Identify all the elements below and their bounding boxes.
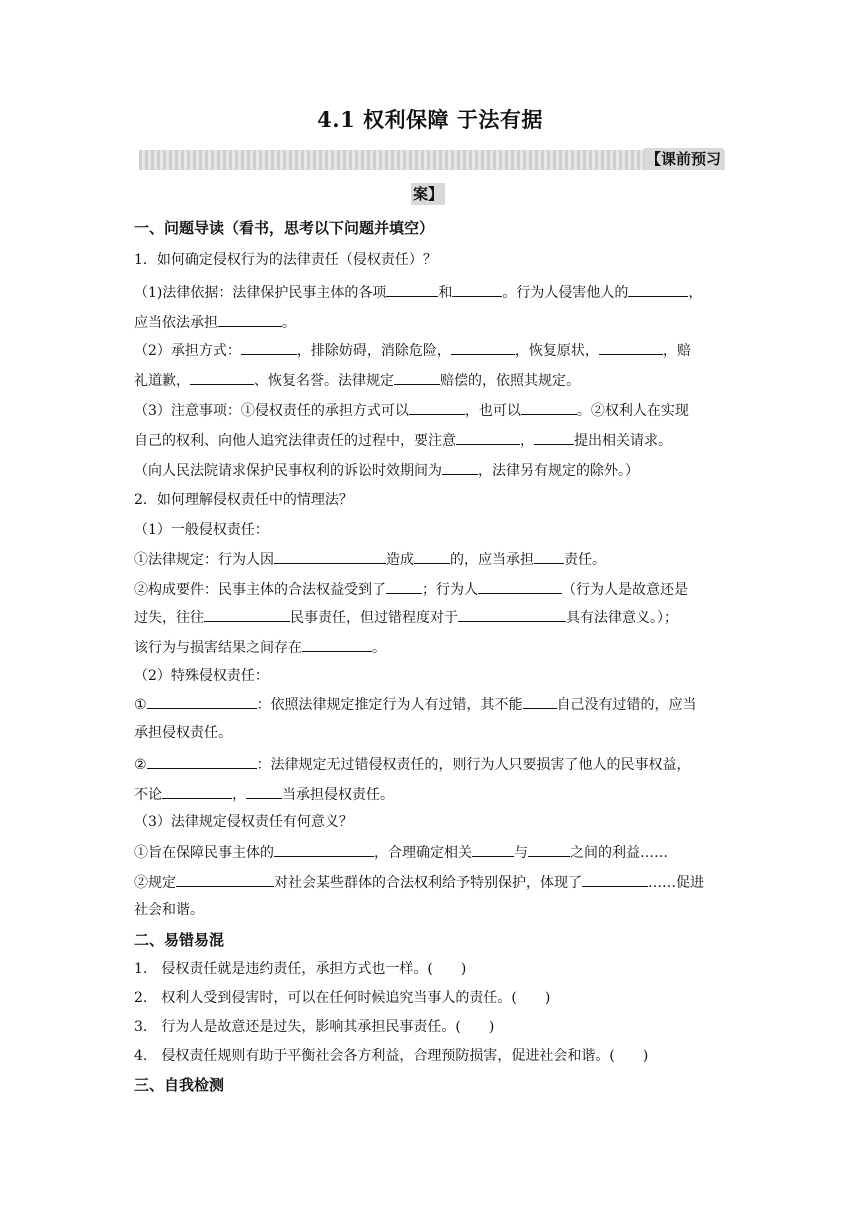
section3-heading: 三、自我检测	[134, 1076, 225, 1094]
q2-text: ，	[232, 787, 246, 803]
q1-line-3	[134, 340, 734, 361]
blank[interactable]	[458, 607, 566, 622]
q2-text: 造成	[386, 552, 414, 568]
q2-text: ，合理确定相关	[374, 845, 472, 861]
question-1: 1．如何确定侵权行为的法律责任（侵权责任）？	[134, 252, 437, 268]
q1-text: 。	[282, 315, 296, 331]
q2-line-8	[134, 784, 734, 805]
q1-text: 、恢复名誉。法律规定	[254, 373, 394, 389]
q2-line-6: 承担侵权责任。	[134, 725, 232, 741]
q1-text: （1)法律依据：法律保护民事主体的各项	[134, 285, 387, 301]
q2-line-4	[134, 637, 734, 658]
preview-banner	[139, 150, 725, 170]
blank[interactable]	[147, 754, 257, 769]
q1-text: 。②权利人在实现	[576, 403, 689, 419]
q2-line-9	[134, 842, 734, 863]
q2-sub-3: （3）法律规定侵权责任有何意义？	[134, 814, 353, 830]
q2-text: 对社会某些群体的合法权利给予特别保护，体现了	[274, 875, 582, 891]
q2-text: ①旨在保障民事主体的	[134, 845, 274, 861]
blank[interactable]	[190, 370, 254, 385]
blank[interactable]	[218, 312, 282, 327]
q1-text: 自己的权利、向他人追究法律责任的过程中，要注意	[134, 433, 456, 449]
banner-label-part2: 案】	[413, 185, 444, 203]
q2-text: （行为人是故意还是	[562, 582, 688, 598]
q2-text: 与	[514, 845, 528, 861]
q1-line-7	[134, 460, 734, 481]
q2-line-5	[134, 694, 734, 715]
q1-text: ，也可以	[464, 403, 521, 419]
section1-heading: 一、问题导读（看书，思考以下问题并填空）	[134, 219, 435, 237]
q2-text: 的，应当承担	[450, 552, 534, 568]
blank[interactable]	[386, 579, 422, 594]
q2-text: ①法律规定：行为人因	[134, 552, 274, 568]
q1-text: ，法律另有规定的除外。）	[478, 463, 639, 479]
q1-text: ，	[688, 285, 703, 301]
q1-text: 赔偿的，依照其规定。	[440, 373, 580, 389]
q1-line-4	[134, 370, 734, 391]
q2-text: ：法律规定无过错侵权责任的，则行为人只要损害了他人的民事权益，	[256, 757, 691, 773]
q2-text: 不论	[134, 787, 162, 803]
blank[interactable]	[414, 549, 450, 564]
q2-text: ①	[134, 697, 147, 713]
blank[interactable]	[582, 872, 648, 887]
q2-text: ②	[134, 757, 147, 773]
q2-text: ②构成要件：民事主体的合法权益受到了	[134, 582, 386, 598]
q1-text: ，恢复原状，	[514, 343, 599, 359]
q2-text: ……促进	[648, 875, 704, 891]
q2-sub-2: （2）特殊侵权责任：	[134, 668, 269, 684]
blank[interactable]	[456, 430, 520, 445]
q1-text: 。行为人侵害他人的	[502, 285, 629, 301]
section2-heading: 二、易错易混	[134, 931, 225, 949]
q2-text: 该行为与损害结果之间存在	[134, 640, 302, 656]
list-item: 4. 侵权责任规则有助于平衡社会各方利益，合理预防损害，促进社会和谐。( )	[134, 1048, 649, 1064]
blank[interactable]	[386, 282, 438, 297]
q2-text: ；行为人	[422, 582, 478, 598]
q1-line-6	[134, 430, 734, 451]
list-item: 3. 行为人是故意还是过失，影响其承担民事责任。( )	[134, 1019, 495, 1035]
q1-line-5	[134, 400, 734, 421]
q2-text: 过失，往往	[134, 610, 204, 626]
q2-line-11: 社会和谐。	[134, 902, 204, 918]
q1-text: 和	[438, 285, 453, 301]
q1-text: （2）承担方式：	[134, 343, 241, 359]
list-item: 1. 侵权责任就是违约责任，承担方式也一样。( )	[134, 961, 467, 977]
blank[interactable]	[523, 694, 557, 709]
q2-line-1	[134, 549, 734, 570]
q1-text: 提出相关请求。	[574, 433, 672, 449]
q1-text: （向人民法院请求保护民事权利的诉讼时效期间为	[134, 463, 442, 479]
q2-line-2	[134, 579, 734, 600]
q2-text: 当承担侵权责任。	[282, 787, 394, 803]
q2-text: ：依照法律规定推定行为人有过错，其不能	[256, 697, 523, 713]
q2-line-3	[134, 607, 734, 628]
blank[interactable]	[204, 607, 290, 622]
q1-text: （3）注意事项：①侵权责任的承担方式可以	[134, 403, 409, 419]
blank[interactable]	[246, 784, 282, 799]
banner-label-part1: 【课前预习	[645, 150, 721, 168]
blank[interactable]	[409, 400, 465, 415]
q1-text: ，排除妨碍，消除危险，	[296, 343, 451, 359]
blank[interactable]	[394, 370, 440, 385]
q2-text: 民事责任，但过错程度对于	[290, 610, 458, 626]
blank[interactable]	[452, 282, 502, 297]
q2-text: 责任。	[564, 552, 606, 568]
blank[interactable]	[176, 872, 274, 887]
q2-line-10	[134, 872, 734, 893]
blank[interactable]	[274, 842, 374, 857]
blank[interactable]	[528, 842, 570, 857]
list-item: 2. 权利人受到侵害时，可以在任何时候追究当事人的责任。( )	[134, 990, 551, 1006]
page-title: 4.1 权利保障 于法有据	[317, 107, 543, 132]
blank[interactable]	[521, 400, 577, 415]
q1-text: ，赔	[662, 343, 691, 359]
q2-line-7	[134, 754, 734, 775]
q1-line-1	[134, 282, 734, 303]
blank[interactable]	[451, 340, 515, 355]
q2-text: 。	[372, 640, 386, 656]
blank[interactable]	[472, 842, 514, 857]
blank[interactable]	[478, 579, 562, 594]
q1-text: ，	[520, 433, 534, 449]
q1-line-2	[134, 312, 734, 333]
q2-text: 之间的利益……	[570, 845, 668, 861]
blank[interactable]	[599, 340, 663, 355]
blank[interactable]	[534, 549, 564, 564]
blank[interactable]	[274, 549, 386, 564]
blank[interactable]	[534, 430, 574, 445]
blank[interactable]	[442, 460, 478, 475]
q2-text: 具有法律意义。）；	[566, 610, 678, 626]
q1-text: 应当依法承担	[134, 315, 218, 331]
question-2: 2．如何理解侵权责任中的情理法？	[134, 492, 353, 508]
q2-text: ②规定	[134, 875, 176, 891]
blank[interactable]	[147, 694, 257, 709]
blank[interactable]	[302, 637, 372, 652]
blank[interactable]	[241, 340, 297, 355]
blank[interactable]	[162, 784, 232, 799]
q2-sub-1: （1）一般侵权责任：	[134, 522, 269, 538]
q1-text: 礼道歉，	[134, 373, 190, 389]
q2-text: 自己没有过错的，应当	[556, 697, 697, 713]
blank[interactable]	[628, 282, 688, 297]
